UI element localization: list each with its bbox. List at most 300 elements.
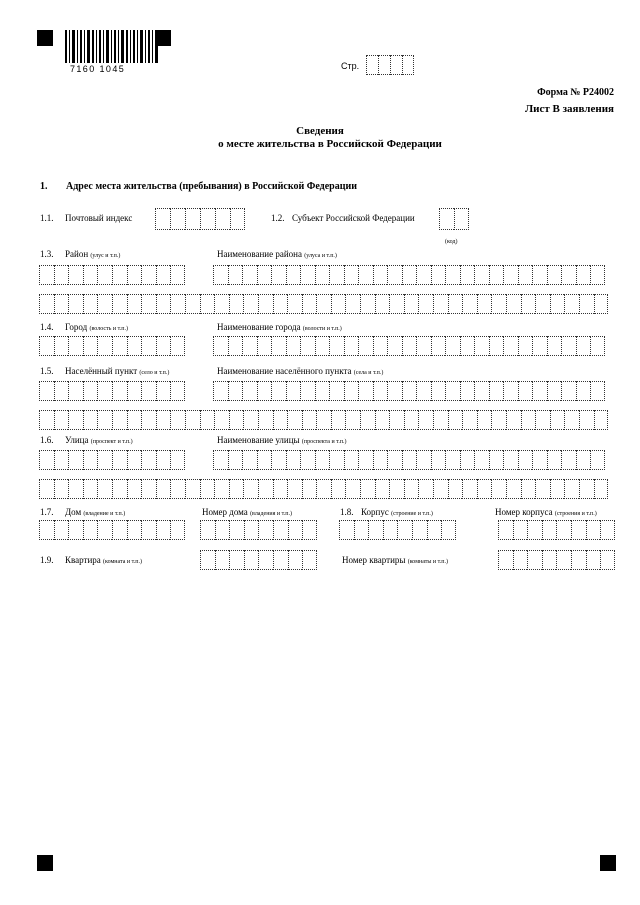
entry-cell[interactable]	[39, 450, 54, 470]
entry-cell[interactable]	[402, 265, 417, 285]
entry-cell[interactable]	[200, 479, 215, 499]
entry-cell[interactable]	[345, 410, 360, 430]
entry-cell[interactable]	[156, 520, 171, 540]
entry-cell[interactable]	[243, 294, 258, 314]
entry-cell[interactable]	[112, 381, 127, 401]
entry-cell[interactable]	[156, 265, 171, 285]
entry-cell[interactable]	[273, 410, 288, 430]
entry-cell[interactable]	[141, 294, 156, 314]
entry-cell[interactable]	[547, 450, 562, 470]
entry-cell[interactable]	[155, 208, 170, 230]
entry-cell[interactable]	[127, 520, 142, 540]
entry-cell[interactable]	[418, 294, 433, 314]
entry-cell[interactable]	[445, 265, 460, 285]
entry-cell[interactable]	[368, 520, 383, 540]
entry-cell[interactable]	[97, 336, 112, 356]
entry-cell[interactable]	[506, 410, 521, 430]
entry-cell[interactable]	[112, 294, 127, 314]
entry-cell[interactable]	[360, 410, 375, 430]
entry-cell[interactable]	[518, 381, 533, 401]
street-type-field[interactable]	[39, 450, 185, 470]
entry-cell[interactable]	[561, 381, 576, 401]
entry-cell[interactable]	[579, 294, 594, 314]
entry-cell[interactable]	[257, 336, 272, 356]
entry-cell[interactable]	[141, 336, 156, 356]
entry-cell[interactable]	[112, 520, 127, 540]
entry-cell[interactable]	[112, 410, 127, 430]
entry-cell[interactable]	[258, 294, 273, 314]
entry-cell[interactable]	[360, 479, 375, 499]
entry-cell[interactable]	[141, 479, 156, 499]
entry-cell[interactable]	[228, 450, 243, 470]
entry-cell[interactable]	[315, 265, 330, 285]
entry-cell[interactable]	[273, 294, 288, 314]
entry-cell[interactable]	[345, 294, 360, 314]
entry-cell[interactable]	[54, 381, 69, 401]
entry-cell[interactable]	[229, 479, 244, 499]
entry-cell[interactable]	[39, 336, 54, 356]
entry-cell[interactable]	[402, 336, 417, 356]
street-name-field-line2[interactable]	[39, 479, 608, 499]
entry-cell[interactable]	[229, 294, 244, 314]
entry-cell[interactable]	[258, 520, 273, 540]
entry-cell[interactable]	[185, 208, 200, 230]
entry-cell[interactable]	[418, 479, 433, 499]
entry-cell[interactable]	[170, 294, 185, 314]
entry-cell[interactable]	[54, 265, 69, 285]
entry-cell[interactable]	[448, 294, 463, 314]
entry-cell[interactable]	[521, 410, 536, 430]
entry-cell[interactable]	[590, 450, 605, 470]
entry-cell[interactable]	[402, 55, 414, 75]
entry-cell[interactable]	[214, 410, 229, 430]
entry-cell[interactable]	[54, 520, 69, 540]
entry-cell[interactable]	[300, 336, 315, 356]
entry-cell[interactable]	[354, 520, 369, 540]
entry-cell[interactable]	[506, 294, 521, 314]
entry-cell[interactable]	[287, 479, 302, 499]
entry-cell[interactable]	[302, 410, 317, 430]
entry-cell[interactable]	[402, 381, 417, 401]
entry-cell[interactable]	[431, 381, 446, 401]
entry-cell[interactable]	[243, 410, 258, 430]
entry-cell[interactable]	[83, 479, 98, 499]
entry-cell[interactable]	[83, 381, 98, 401]
entry-cell[interactable]	[39, 479, 54, 499]
entry-cell[interactable]	[418, 410, 433, 430]
entry-cell[interactable]	[68, 336, 83, 356]
entry-cell[interactable]	[300, 265, 315, 285]
district-name-field-line2[interactable]	[39, 294, 608, 314]
entry-cell[interactable]	[532, 450, 547, 470]
entry-cell[interactable]	[389, 294, 404, 314]
entry-cell[interactable]	[474, 336, 489, 356]
entry-cell[interactable]	[416, 381, 431, 401]
entry-cell[interactable]	[68, 410, 83, 430]
entry-cell[interactable]	[54, 410, 69, 430]
entry-cell[interactable]	[242, 265, 257, 285]
entry-cell[interactable]	[366, 55, 378, 75]
entry-cell[interactable]	[416, 336, 431, 356]
entry-cell[interactable]	[127, 294, 142, 314]
entry-cell[interactable]	[156, 450, 171, 470]
entry-cell[interactable]	[315, 450, 330, 470]
entry-cell[interactable]	[571, 520, 586, 540]
entry-cell[interactable]	[271, 450, 286, 470]
entry-cell[interactable]	[68, 265, 83, 285]
entry-cell[interactable]	[112, 450, 127, 470]
entry-cell[interactable]	[594, 294, 609, 314]
entry-cell[interactable]	[521, 294, 536, 314]
entry-cell[interactable]	[331, 294, 346, 314]
entry-cell[interactable]	[373, 381, 388, 401]
entry-cell[interactable]	[200, 520, 215, 540]
house-num-field[interactable]	[200, 520, 317, 540]
entry-cell[interactable]	[286, 381, 301, 401]
entry-cell[interactable]	[331, 410, 346, 430]
entry-cell[interactable]	[286, 265, 301, 285]
entry-cell[interactable]	[156, 479, 171, 499]
entry-cell[interactable]	[170, 479, 185, 499]
entry-cell[interactable]	[258, 410, 273, 430]
entry-cell[interactable]	[344, 450, 359, 470]
entry-cell[interactable]	[532, 265, 547, 285]
entry-cell[interactable]	[127, 336, 142, 356]
entry-cell[interactable]	[503, 265, 518, 285]
entry-cell[interactable]	[503, 381, 518, 401]
entry-cell[interactable]	[315, 381, 330, 401]
settlement-name-field[interactable]	[213, 381, 605, 401]
entry-cell[interactable]	[445, 336, 460, 356]
entry-cell[interactable]	[185, 479, 200, 499]
entry-cell[interactable]	[358, 265, 373, 285]
entry-cell[interactable]	[460, 265, 475, 285]
entry-cell[interactable]	[228, 381, 243, 401]
entry-cell[interactable]	[561, 265, 576, 285]
entry-cell[interactable]	[594, 410, 609, 430]
entry-cell[interactable]	[271, 265, 286, 285]
entry-cell[interactable]	[112, 479, 127, 499]
entry-cell[interactable]	[316, 294, 331, 314]
entry-cell[interactable]	[433, 294, 448, 314]
entry-cell[interactable]	[556, 550, 571, 570]
entry-cell[interactable]	[503, 450, 518, 470]
entry-cell[interactable]	[68, 294, 83, 314]
entry-cell[interactable]	[513, 550, 528, 570]
entry-cell[interactable]	[141, 265, 156, 285]
entry-cell[interactable]	[344, 265, 359, 285]
entry-cell[interactable]	[329, 381, 344, 401]
entry-cell[interactable]	[576, 265, 591, 285]
entry-cell[interactable]	[170, 450, 185, 470]
entry-cell[interactable]	[54, 336, 69, 356]
entry-cell[interactable]	[506, 479, 521, 499]
house-type-field[interactable]	[39, 520, 185, 540]
entry-cell[interactable]	[97, 479, 112, 499]
entry-cell[interactable]	[431, 336, 446, 356]
entry-cell[interactable]	[387, 336, 402, 356]
entry-cell[interactable]	[460, 336, 475, 356]
entry-cell[interactable]	[462, 294, 477, 314]
entry-cell[interactable]	[185, 294, 200, 314]
entry-cell[interactable]	[141, 381, 156, 401]
entry-cell[interactable]	[474, 265, 489, 285]
entry-cell[interactable]	[489, 381, 504, 401]
entry-cell[interactable]	[498, 520, 513, 540]
entry-cell[interactable]	[600, 520, 615, 540]
entry-cell[interactable]	[127, 410, 142, 430]
entry-cell[interactable]	[68, 381, 83, 401]
entry-cell[interactable]	[39, 265, 54, 285]
entry-cell[interactable]	[590, 265, 605, 285]
entry-cell[interactable]	[489, 336, 504, 356]
entry-cell[interactable]	[518, 450, 533, 470]
entry-cell[interactable]	[300, 450, 315, 470]
entry-cell[interactable]	[474, 450, 489, 470]
entry-cell[interactable]	[156, 336, 171, 356]
entry-cell[interactable]	[462, 410, 477, 430]
entry-cell[interactable]	[358, 381, 373, 401]
page-number-field[interactable]	[366, 55, 414, 75]
entry-cell[interactable]	[590, 381, 605, 401]
entry-cell[interactable]	[271, 381, 286, 401]
entry-cell[interactable]	[329, 265, 344, 285]
entry-cell[interactable]	[358, 336, 373, 356]
entry-cell[interactable]	[345, 479, 360, 499]
entry-cell[interactable]	[375, 410, 390, 430]
entry-cell[interactable]	[360, 294, 375, 314]
entry-cell[interactable]	[170, 265, 185, 285]
entry-cell[interactable]	[460, 381, 475, 401]
entry-cell[interactable]	[491, 410, 506, 430]
apartment-num-field[interactable]	[498, 550, 615, 570]
entry-cell[interactable]	[257, 450, 272, 470]
entry-cell[interactable]	[390, 55, 402, 75]
entry-cell[interactable]	[258, 479, 273, 499]
entry-cell[interactable]	[97, 520, 112, 540]
entry-cell[interactable]	[431, 450, 446, 470]
street-name-field[interactable]	[213, 450, 605, 470]
entry-cell[interactable]	[257, 265, 272, 285]
entry-cell[interactable]	[228, 336, 243, 356]
entry-cell[interactable]	[329, 336, 344, 356]
entry-cell[interactable]	[373, 450, 388, 470]
entry-cell[interactable]	[300, 381, 315, 401]
entry-cell[interactable]	[378, 55, 390, 75]
entry-cell[interactable]	[462, 479, 477, 499]
entry-cell[interactable]	[387, 265, 402, 285]
postal-index-field[interactable]	[155, 208, 245, 230]
entry-cell[interactable]	[564, 410, 579, 430]
entry-cell[interactable]	[244, 520, 259, 540]
entry-cell[interactable]	[542, 520, 557, 540]
entry-cell[interactable]	[287, 294, 302, 314]
entry-cell[interactable]	[389, 479, 404, 499]
entry-cell[interactable]	[127, 479, 142, 499]
entry-cell[interactable]	[431, 265, 446, 285]
entry-cell[interactable]	[416, 265, 431, 285]
entry-cell[interactable]	[521, 479, 536, 499]
entry-cell[interactable]	[586, 550, 601, 570]
entry-cell[interactable]	[258, 550, 273, 570]
entry-cell[interactable]	[127, 381, 142, 401]
entry-cell[interactable]	[244, 550, 259, 570]
entry-cell[interactable]	[257, 381, 272, 401]
entry-cell[interactable]	[576, 381, 591, 401]
entry-cell[interactable]	[441, 520, 456, 540]
entry-cell[interactable]	[229, 520, 244, 540]
entry-cell[interactable]	[579, 479, 594, 499]
entry-cell[interactable]	[185, 410, 200, 430]
entry-cell[interactable]	[404, 479, 419, 499]
entry-cell[interactable]	[68, 450, 83, 470]
apartment-type-field[interactable]	[200, 550, 317, 570]
entry-cell[interactable]	[556, 520, 571, 540]
entry-cell[interactable]	[242, 381, 257, 401]
entry-cell[interactable]	[83, 450, 98, 470]
entry-cell[interactable]	[39, 381, 54, 401]
entry-cell[interactable]	[127, 265, 142, 285]
entry-cell[interactable]	[532, 381, 547, 401]
building-type-field[interactable]	[339, 520, 456, 540]
entry-cell[interactable]	[518, 336, 533, 356]
entry-cell[interactable]	[477, 294, 492, 314]
entry-cell[interactable]	[316, 410, 331, 430]
settlement-name-field-line2[interactable]	[39, 410, 608, 430]
entry-cell[interactable]	[579, 410, 594, 430]
entry-cell[interactable]	[535, 410, 550, 430]
entry-cell[interactable]	[156, 294, 171, 314]
entry-cell[interactable]	[518, 265, 533, 285]
entry-cell[interactable]	[448, 479, 463, 499]
entry-cell[interactable]	[477, 410, 492, 430]
entry-cell[interactable]	[542, 550, 557, 570]
entry-cell[interactable]	[273, 520, 288, 540]
entry-cell[interactable]	[454, 208, 469, 230]
entry-cell[interactable]	[112, 265, 127, 285]
entry-cell[interactable]	[329, 450, 344, 470]
building-num-field[interactable]	[498, 520, 615, 540]
entry-cell[interactable]	[404, 294, 419, 314]
entry-cell[interactable]	[339, 520, 354, 540]
entry-cell[interactable]	[383, 520, 398, 540]
entry-cell[interactable]	[448, 410, 463, 430]
entry-cell[interactable]	[513, 520, 528, 540]
entry-cell[interactable]	[535, 294, 550, 314]
entry-cell[interactable]	[54, 479, 69, 499]
entry-cell[interactable]	[402, 450, 417, 470]
entry-cell[interactable]	[230, 208, 245, 230]
entry-cell[interactable]	[433, 410, 448, 430]
entry-cell[interactable]	[97, 381, 112, 401]
entry-cell[interactable]	[550, 410, 565, 430]
entry-cell[interactable]	[416, 450, 431, 470]
entry-cell[interactable]	[83, 336, 98, 356]
entry-cell[interactable]	[54, 294, 69, 314]
entry-cell[interactable]	[489, 265, 504, 285]
entry-cell[interactable]	[68, 520, 83, 540]
entry-cell[interactable]	[213, 265, 228, 285]
entry-cell[interactable]	[527, 550, 542, 570]
entry-cell[interactable]	[127, 450, 142, 470]
subject-code-field[interactable]	[439, 208, 469, 230]
entry-cell[interactable]	[397, 520, 412, 540]
entry-cell[interactable]	[302, 520, 317, 540]
entry-cell[interactable]	[83, 410, 98, 430]
entry-cell[interactable]	[439, 208, 454, 230]
entry-cell[interactable]	[286, 336, 301, 356]
entry-cell[interactable]	[83, 520, 98, 540]
entry-cell[interactable]	[373, 265, 388, 285]
entry-cell[interactable]	[373, 336, 388, 356]
city-name-field[interactable]	[213, 336, 605, 356]
city-type-field[interactable]	[39, 336, 185, 356]
entry-cell[interactable]	[215, 208, 230, 230]
entry-cell[interactable]	[156, 410, 171, 430]
entry-cell[interactable]	[302, 294, 317, 314]
entry-cell[interactable]	[97, 294, 112, 314]
entry-cell[interactable]	[535, 479, 550, 499]
entry-cell[interactable]	[39, 294, 54, 314]
entry-cell[interactable]	[170, 208, 185, 230]
entry-cell[interactable]	[287, 410, 302, 430]
entry-cell[interactable]	[302, 479, 317, 499]
entry-cell[interactable]	[243, 479, 258, 499]
entry-cell[interactable]	[170, 520, 185, 540]
entry-cell[interactable]	[273, 479, 288, 499]
entry-cell[interactable]	[214, 479, 229, 499]
entry-cell[interactable]	[228, 265, 243, 285]
entry-cell[interactable]	[213, 336, 228, 356]
entry-cell[interactable]	[229, 410, 244, 430]
entry-cell[interactable]	[214, 294, 229, 314]
entry-cell[interactable]	[547, 265, 562, 285]
entry-cell[interactable]	[387, 381, 402, 401]
entry-cell[interactable]	[229, 550, 244, 570]
entry-cell[interactable]	[550, 294, 565, 314]
entry-cell[interactable]	[39, 410, 54, 430]
entry-cell[interactable]	[433, 479, 448, 499]
entry-cell[interactable]	[576, 450, 591, 470]
entry-cell[interactable]	[331, 479, 346, 499]
entry-cell[interactable]	[200, 208, 215, 230]
entry-cell[interactable]	[527, 520, 542, 540]
entry-cell[interactable]	[200, 294, 215, 314]
entry-cell[interactable]	[474, 381, 489, 401]
entry-cell[interactable]	[532, 336, 547, 356]
entry-cell[interactable]	[460, 450, 475, 470]
entry-cell[interactable]	[97, 450, 112, 470]
entry-cell[interactable]	[375, 479, 390, 499]
entry-cell[interactable]	[445, 381, 460, 401]
entry-cell[interactable]	[200, 410, 215, 430]
entry-cell[interactable]	[564, 294, 579, 314]
entry-cell[interactable]	[344, 336, 359, 356]
entry-cell[interactable]	[286, 450, 301, 470]
entry-cell[interactable]	[316, 479, 331, 499]
entry-cell[interactable]	[112, 336, 127, 356]
entry-cell[interactable]	[477, 479, 492, 499]
entry-cell[interactable]	[215, 520, 230, 540]
entry-cell[interactable]	[242, 450, 257, 470]
entry-cell[interactable]	[288, 550, 303, 570]
entry-cell[interactable]	[491, 479, 506, 499]
entry-cell[interactable]	[215, 550, 230, 570]
entry-cell[interactable]	[141, 450, 156, 470]
entry-cell[interactable]	[156, 381, 171, 401]
entry-cell[interactable]	[213, 450, 228, 470]
entry-cell[interactable]	[271, 336, 286, 356]
